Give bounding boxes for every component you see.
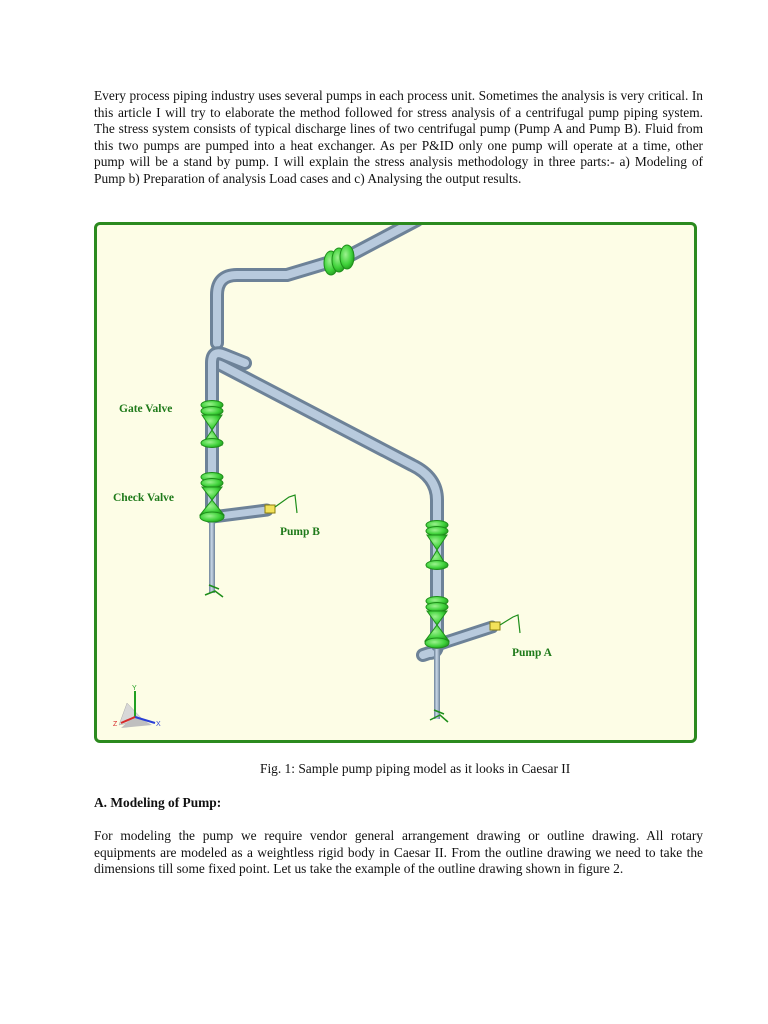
check-valve-label: Check Valve: [113, 492, 175, 504]
x-axis-label: X: [156, 721, 161, 728]
pump-b-anchor-icon: [265, 495, 297, 513]
gate-valve-a: [426, 521, 448, 570]
intro-paragraph: Every process piping industry uses several pumps in each process unit. Sometimes the analysis is very critical. In this article I will try to elaborate the method followed for stress analysis of a centrifugal pump piping system. The stress system consists of typical discharge lines of two centrifugal pump (Pump A and Pump B). Fluid from this two pumps are pumped into a heat exchanger. As per P&ID only one pump will operate at a time, other pump will be a stand by pump. I will explain the stress analysis methodology in three parts:- a) Modeling of Pump b) Preparation of analysis Load cases and c) Analysing the output results.: [94, 88, 703, 186]
y-axis-label: Y: [132, 685, 137, 692]
axis-triad-icon: [113, 685, 161, 728]
support-leg-b: [205, 521, 223, 597]
header-pipe: [217, 225, 417, 343]
gate-valve-label: Gate Valve: [119, 403, 173, 415]
support-leg-a: [430, 649, 448, 722]
section-heading: A. Modeling of Pump:: [94, 795, 222, 810]
header-flange: [324, 245, 354, 275]
pump-a-anchor-icon: [490, 615, 520, 633]
piping-model-drawing: [97, 225, 694, 740]
check-valve-a: [425, 597, 449, 649]
z-axis-label: Z: [113, 721, 118, 728]
pump-b-label: Pump B: [280, 526, 320, 538]
modeling-paragraph: For modeling the pump we require vendor general arrangement drawing or outline drawing. All rotary equipments are modeled as a weightless rigid body in Caesar II. From the outline drawing we need to take the dimensions till some fixed point. Let us take the example of the outline drawing shown in figure 2.: [94, 828, 703, 877]
pump-a-label: Pump A: [512, 647, 552, 659]
pump-piping-figure: [94, 222, 697, 743]
check-valve-b: [200, 473, 224, 523]
gate-valve-b: [201, 401, 223, 448]
figure-caption: Fig. 1: Sample pump piping model as it looks in Caesar II: [260, 761, 571, 776]
